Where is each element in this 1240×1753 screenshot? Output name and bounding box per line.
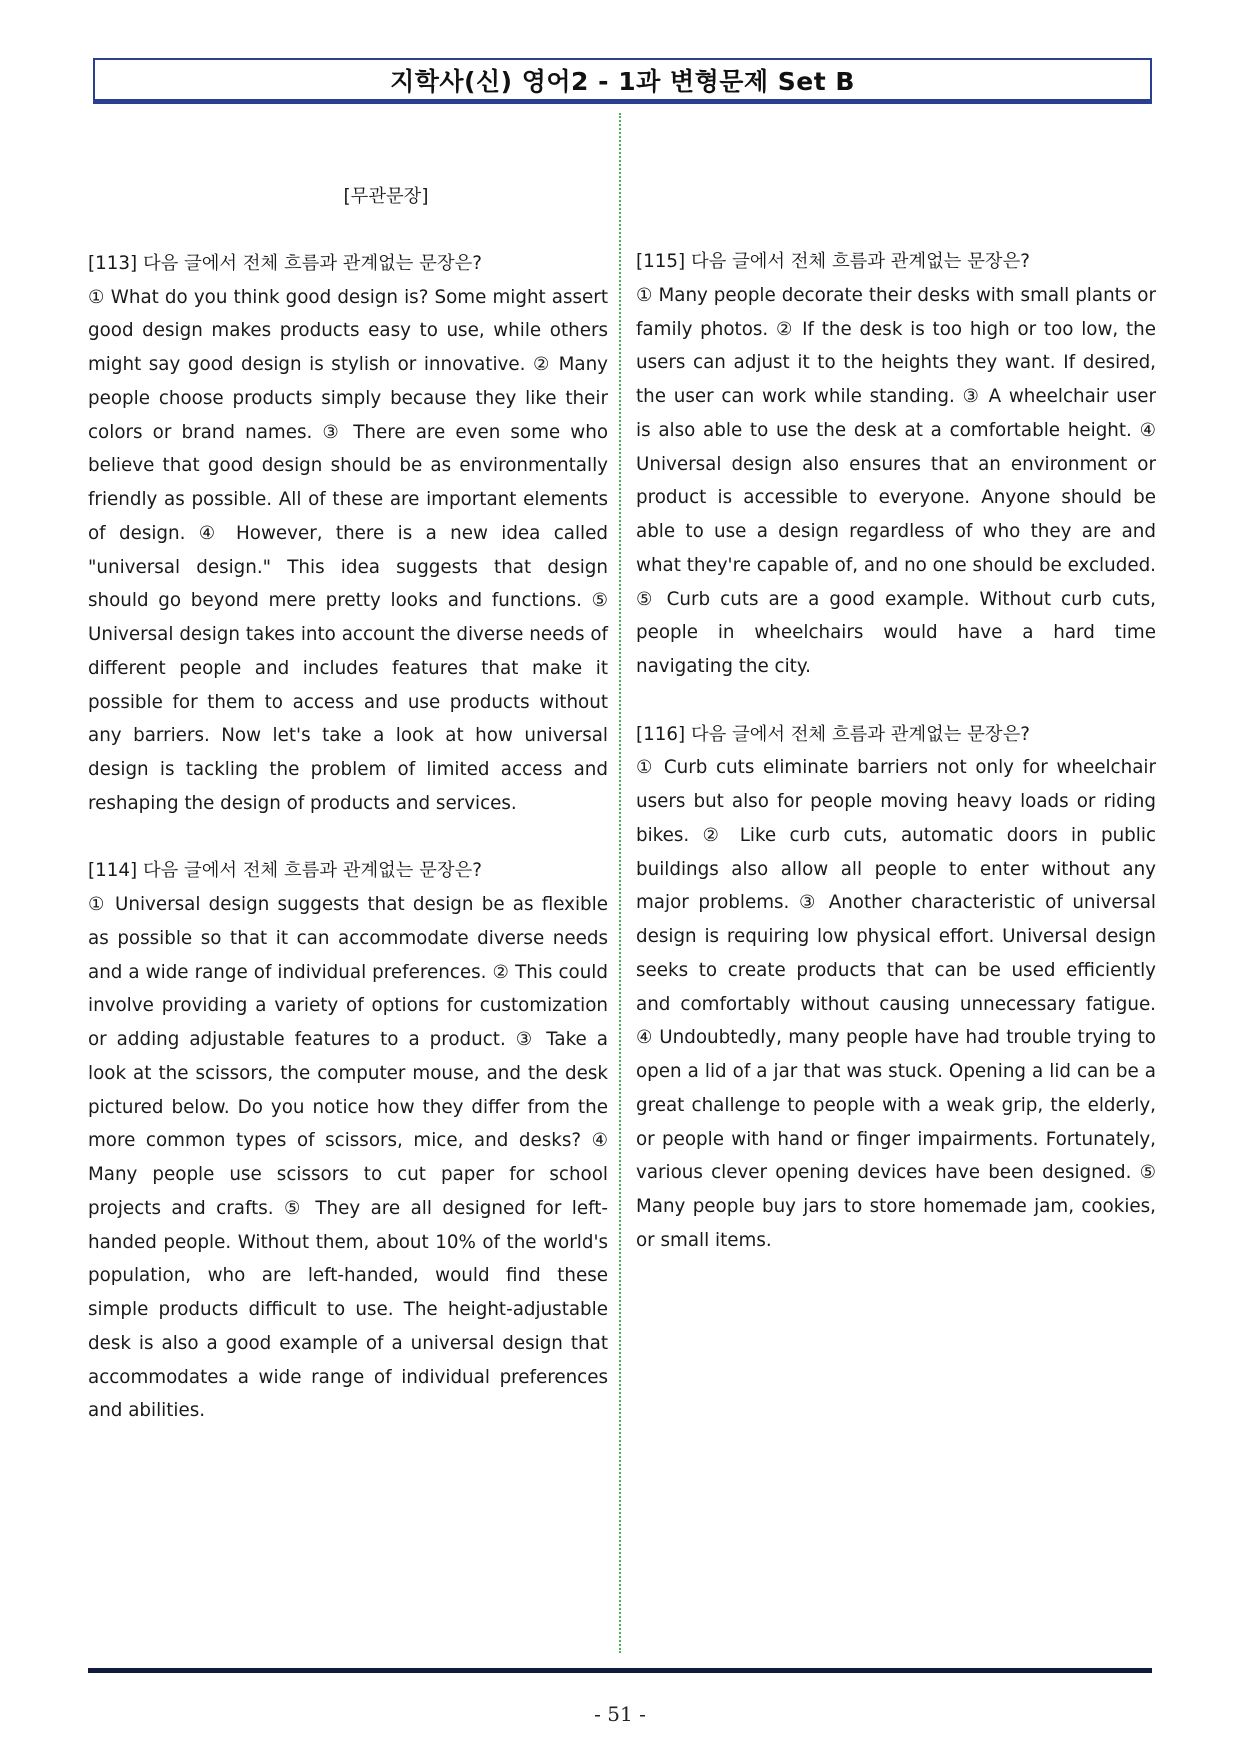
left-column: [88, 180, 608, 1462]
page-title: 지학사(신) 영어2 - 1과 변형문제 Set B: [390, 66, 855, 96]
page-number: - 51 -: [594, 1702, 646, 1726]
question-116: [636, 718, 1156, 1258]
question-passage: ① Curb cuts eliminate barriers not only for wheelchair users but also for people moving heavy loads or riding bikes. ② Like curb cuts, automatic doors in public buildings also allow all people to enter without any major problems. ③ Another characteristic of universal design is requiring low physical effort. Universal design seeks to create products that can be used efficiently and comfortably without causing unnecessary fatigue. ④ Undoubtedly, many people have had trouble trying to open a lid of a jar that was stuck. Opening a lid can be a great challenge to people with a weak grip, the elderly, or people with hand or finger impairments. Fortunately, various clever opening devices have been designed. ⑤ Many people buy jars to store homemade jam, cookies, or small items.: [636, 757, 1156, 1251]
question-header: [115] 다음 글에서 전체 흐름과 관계없는 문장은?: [636, 251, 1030, 272]
question-passage: ① Universal design suggests that design be as flexible as possible so that it can accommodate diverse needs and a wide range of individual preferences. ② This could involve providing a variety of options for customization or adding adjustable features to a product. ③ Take a look at the scissors, the computer mouse, and the desk pictured below. Do you notice how they differ from the more common types of scissors, mice, and desks? ④ Many people use scissors to cut paper for school projects and crafts. ⑤ They are all designed for left-handed people. Without them, about 10% of the world's population, who are left-handed, would find these simple products difficult to use. The height-adjustable desk is also a good example of a universal design that accommodates a wide range of individual preferences and abilities.: [88, 894, 608, 1422]
question-passage: ① What do you think good design is? Some might assert good design makes products easy to use, while others might say good design is stylish or innovative. ② Many people choose products simply because they like their colors or brand names. ③ There are even some who believe that good design should be as environmentally friendly as possible. All of these are important elements of design. ④ However, there is a new idea called "universal design." This idea suggests that design should go beyond mere pretty looks and functions. ⑤ Universal design takes into account the diverse needs of different people and includes features that make it possible for them to access and use products without any barriers. Now let's take a look at how universal design is tackling the problem of limited access and reshaping the design of products and services.: [88, 286, 608, 814]
question-header: [113] 다음 글에서 전체 흐름과 관계없는 문장은?: [88, 252, 482, 274]
question-115: [636, 245, 1156, 684]
footer-rule: [88, 1668, 1152, 1673]
question-header: [116] 다음 글에서 전체 흐름과 관계없는 문장은?: [636, 723, 1030, 745]
page-header: [93, 58, 1152, 104]
question-113: [88, 247, 608, 821]
right-column: [636, 245, 1156, 1291]
section-label: [무관문장]: [343, 186, 429, 207]
question-114: [88, 854, 608, 1428]
question-passage: ① Many people decorate their desks with small plants or family photos. ② If the desk is too high or too low, the users can adjust it to the heights they want. If desired, the user can work while standing. ③ A wheelchair user is also able to use the desk at a comfortable height. ④ Universal design also ensures that an environment or product is accessible to everyone. Anyone should be able to use a design regardless of who they are and what they're capable of, and no one should be excluded. ⑤ Curb cuts are a good example. Without curb cuts, people in wheelchairs would have a hard time navigating the city.: [636, 284, 1156, 677]
question-header: [114] 다음 글에서 전체 흐름과 관계없는 문장은?: [88, 860, 482, 882]
column-divider: [619, 113, 621, 1653]
